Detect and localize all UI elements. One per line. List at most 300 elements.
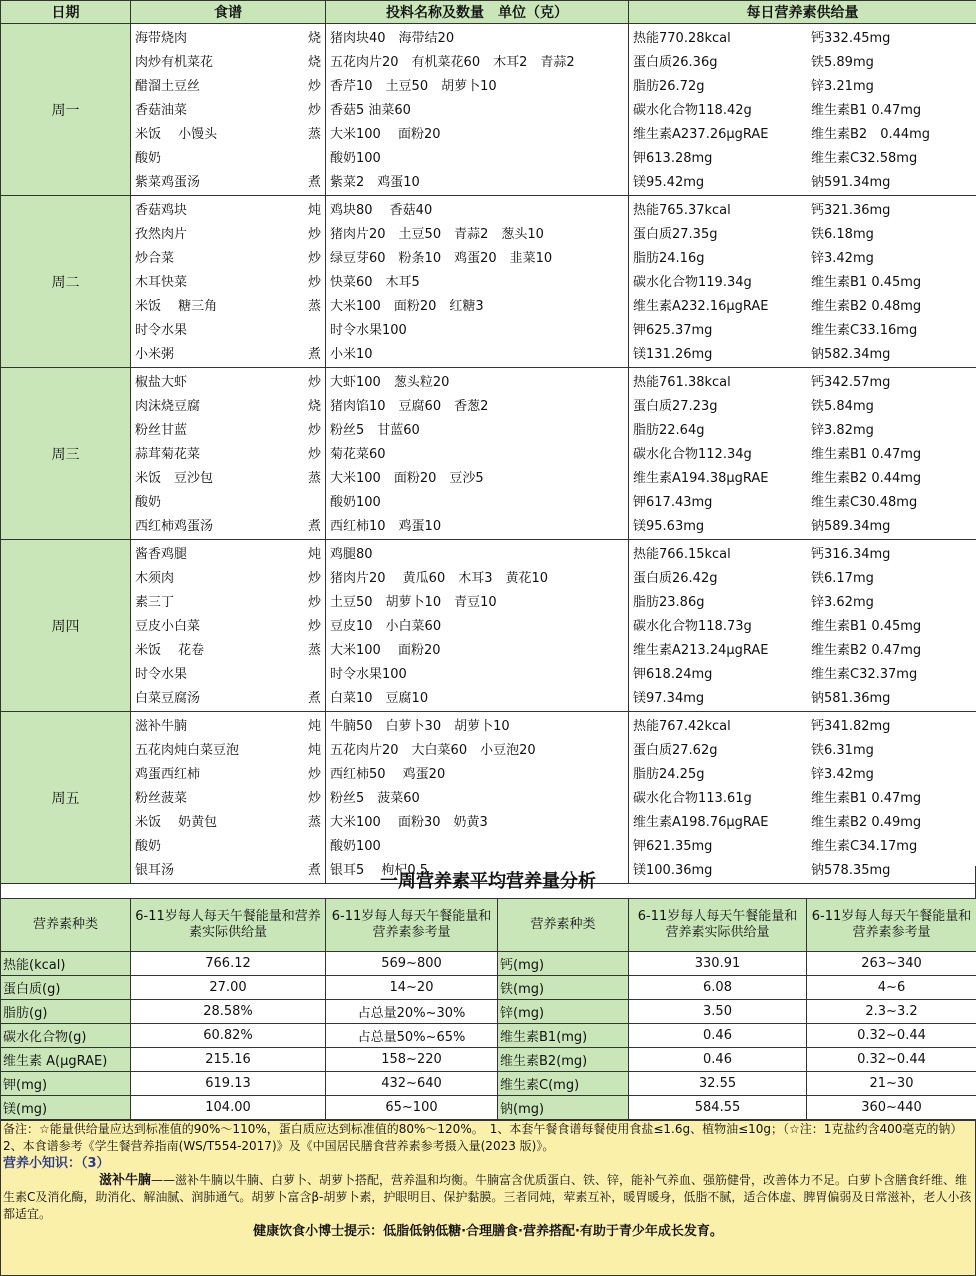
nutrient-value: 维生素B2 0.48mg xyxy=(811,299,922,314)
header-nutrition: 每日营养素供给量 xyxy=(629,1,976,24)
nutrient-row xyxy=(633,687,972,711)
nutrient-value: 维生素C32.58mg xyxy=(811,151,918,166)
nutrient-value: 蛋白质27.23g xyxy=(633,399,718,414)
day-label: 周三 xyxy=(1,368,131,540)
nutrient-value: 脂肪23.86g xyxy=(633,595,705,610)
nutrient-type: 维生素B2(mg) xyxy=(498,1048,629,1072)
dish-item xyxy=(135,739,321,763)
ingredient-item: 白菜10 豆腐10 xyxy=(330,691,429,706)
dish-item xyxy=(135,467,321,491)
nutrient-type: 蛋白质(g) xyxy=(1,976,131,1000)
dish-item xyxy=(135,567,321,591)
nutrient-row xyxy=(633,171,972,195)
nutrient-row xyxy=(633,295,972,319)
nutrient-row xyxy=(633,639,972,663)
actual-supply: 766.12 xyxy=(131,952,326,976)
nutrient-value: 碳水化合物112.34g xyxy=(633,447,752,462)
notes-panel xyxy=(0,1120,976,1276)
nutrient-row xyxy=(633,467,972,491)
dish-item xyxy=(135,99,321,123)
ingredient-item: 粉丝5 菠菜60 xyxy=(330,791,420,806)
day-label: 周五 xyxy=(1,712,131,884)
ingredient-item: 鸡腿80 xyxy=(330,547,373,562)
dish-item xyxy=(135,835,321,859)
nutrient-row xyxy=(633,615,972,639)
ingredient-item: 快菜60 木耳5 xyxy=(330,275,420,290)
nutrient-value: 维生素A213.24μgRAE xyxy=(633,643,769,658)
nutrient-value: 钙341.82mg xyxy=(811,719,891,734)
nutrient-type: 碳水化合物(g) xyxy=(1,1024,131,1048)
ingredient-item: 大米100 面粉20 xyxy=(330,127,441,142)
nutrient-row xyxy=(633,491,972,515)
dish-name: 木耳快菜 xyxy=(135,275,188,290)
dish-name: 时令水果 xyxy=(135,667,188,682)
dish-name: 米饭 糖三角 xyxy=(135,299,218,314)
actual-supply: 27.00 xyxy=(131,976,326,1000)
nutrient-value: 脂肪22.64g xyxy=(633,423,705,438)
dish-item xyxy=(135,515,321,539)
nutrient-value: 碳水化合物118.42g xyxy=(633,103,752,118)
nutrient-value: 钙342.57mg xyxy=(811,375,891,390)
dish-name: 粉丝菠菜 xyxy=(135,791,188,806)
dish-item xyxy=(135,443,321,467)
dish-item xyxy=(135,615,321,639)
nutrient-row xyxy=(633,371,972,395)
ingredient-item: 粉丝5 甘蓝60 xyxy=(330,423,420,438)
dish-name: 米饭 小馒头 xyxy=(135,127,218,142)
ingredient-item: 香芹10 土豆50 胡萝卜10 xyxy=(330,79,497,94)
nutrient-value: 锌3.62mg xyxy=(811,595,874,610)
nutrient-type: 锌(mg) xyxy=(498,1000,629,1024)
cooking-method: 炒 xyxy=(307,251,321,266)
dish-item xyxy=(135,763,321,787)
nutrient-value: 维生素B1 0.47mg xyxy=(811,791,922,806)
analysis-header-cell: 6-11岁每人每天午餐能量和营养素实际供给量 xyxy=(629,899,807,952)
nutrient-value: 热能767.42kcal xyxy=(633,719,731,734)
nutrient-value: 镁95.63mg xyxy=(633,519,705,534)
knowledge-title: 营养小知识：（3） xyxy=(3,1156,110,1171)
analysis-header-cell: 6-11岁每人每天午餐能量和营养素实际供给量 xyxy=(131,899,326,952)
dish-name: 小米粥 xyxy=(135,347,175,362)
nutrient-value: 脂肪24.16g xyxy=(633,251,705,266)
ingredient-item: 鸡块80 香菇40 xyxy=(330,203,433,218)
day-row xyxy=(1,540,976,712)
nutrient-value: 蛋白质26.42g xyxy=(633,571,718,586)
cooking-method: 煮 xyxy=(307,863,321,878)
nutrient-type: 热能(kcal) xyxy=(1,952,131,976)
dish-list xyxy=(131,24,326,196)
nutrient-value: 镁97.34mg xyxy=(633,691,705,706)
dish-item xyxy=(135,27,321,51)
cooking-method: 蒸 xyxy=(307,127,321,142)
cooking-method: 炖 xyxy=(307,547,321,562)
day-label: 周一 xyxy=(1,24,131,196)
ingredient-list xyxy=(326,24,629,196)
reference-amount: 360~440 xyxy=(807,1096,976,1120)
dish-name: 白菜豆腐汤 xyxy=(135,691,201,706)
dish-item xyxy=(135,51,321,75)
nutrient-row xyxy=(633,123,972,147)
cooking-method: 烧 xyxy=(307,55,321,70)
dish-item xyxy=(135,811,321,835)
actual-supply: 215.16 xyxy=(131,1048,326,1072)
analysis-header-cell: 营养素种类 xyxy=(1,899,131,952)
actual-supply: 584.55 xyxy=(629,1096,807,1120)
health-tip: 健康饮食小博士提示：低脂低钠低糖·合理膳食·营养搭配·有助于青少年成长发育。 xyxy=(253,1224,723,1239)
nutrient-value: 维生素A194.38μgRAE xyxy=(633,471,769,486)
dish-item xyxy=(135,543,321,567)
ingredient-item: 猪肉片20 黄瓜60 木耳3 黄花10 xyxy=(330,571,549,586)
actual-supply: 28.58% xyxy=(131,1000,326,1024)
reference-amount: 0.32~0.44 xyxy=(807,1024,976,1048)
nutrient-row xyxy=(633,811,972,835)
ingredient-item: 大米100 面粉20 红糖3 xyxy=(330,299,484,314)
dish-item xyxy=(135,491,321,515)
dish-name: 时令水果 xyxy=(135,323,188,338)
ingredient-list xyxy=(326,540,629,712)
header-ingredients: 投料名称及数量 单位（克） xyxy=(326,1,629,24)
dish-name: 香菇鸡块 xyxy=(135,203,188,218)
dish-list xyxy=(131,540,326,712)
nutrient-value: 维生素B1 0.47mg xyxy=(811,103,922,118)
dish-item xyxy=(135,171,321,195)
nutrient-value: 钾618.24mg xyxy=(633,667,713,682)
knowledge-head: 滋补牛腩 xyxy=(99,1173,152,1188)
nutrient-row xyxy=(633,787,972,811)
nutrient-row xyxy=(633,835,972,859)
dish-name: 五花肉炖白菜豆泡 xyxy=(135,743,240,758)
actual-supply: 32.55 xyxy=(629,1072,807,1096)
dish-name: 椒盐大虾 xyxy=(135,375,188,390)
nutrient-value: 维生素C33.16mg xyxy=(811,323,918,338)
nutrient-list xyxy=(629,196,976,368)
nutrient-row xyxy=(633,247,972,271)
dish-item xyxy=(135,319,321,343)
day-label: 周二 xyxy=(1,196,131,368)
dish-name: 醋溜土豆丝 xyxy=(135,79,201,94)
nutrient-type: 钠(mg) xyxy=(498,1096,629,1120)
nutrient-row xyxy=(633,419,972,443)
analysis-header-cell: 6-11岁每人每天午餐能量和营养素参考量 xyxy=(326,899,498,952)
dish-name: 米饭 奶黄包 xyxy=(135,815,218,830)
dish-name: 紫菜鸡蛋汤 xyxy=(135,175,201,190)
ingredient-item: 五花肉片20 大白菜60 小豆泡20 xyxy=(330,743,536,758)
cooking-method: 炖 xyxy=(307,743,321,758)
cooking-method: 炖 xyxy=(307,203,321,218)
ingredient-list xyxy=(326,196,629,368)
dish-item xyxy=(135,687,321,711)
nutrient-value: 脂肪26.72g xyxy=(633,79,705,94)
nutrient-row xyxy=(633,319,972,343)
dish-item xyxy=(135,371,321,395)
nutrient-value: 碳水化合物118.73g xyxy=(633,619,752,634)
dish-name: 肉炒有机菜花 xyxy=(135,55,214,70)
ingredient-item: 酸奶100 xyxy=(330,839,381,854)
actual-supply: 619.13 xyxy=(131,1072,326,1096)
cooking-method: 炒 xyxy=(307,275,321,290)
dish-item xyxy=(135,663,321,687)
cooking-method: 煮 xyxy=(307,691,321,706)
nutrient-row xyxy=(633,27,972,51)
nutrient-value: 铁6.17mg xyxy=(811,571,874,586)
nutrient-list xyxy=(629,24,976,196)
ingredient-item: 五花肉片20 有机菜花60 木耳2 青蒜2 xyxy=(330,55,575,70)
cooking-method: 炒 xyxy=(307,595,321,610)
cooking-method: 炒 xyxy=(307,767,321,782)
ingredient-item: 猪肉块40 海带结20 xyxy=(330,31,455,46)
nutrient-value: 钙316.34mg xyxy=(811,547,891,562)
reference-amount: 21~30 xyxy=(807,1072,976,1096)
ingredient-item: 酸奶100 xyxy=(330,151,381,166)
cooking-method: 煮 xyxy=(307,175,321,190)
dish-list xyxy=(131,712,326,884)
dish-name: 米饭 花卷 xyxy=(135,643,205,658)
nutrient-row xyxy=(633,739,972,763)
ingredient-item: 香菇5 油菜60 xyxy=(330,103,411,118)
nutrient-value: 钾625.37mg xyxy=(633,323,713,338)
analysis-row xyxy=(1,976,976,1000)
ingredient-item: 大虾100 葱头粒20 xyxy=(330,375,450,390)
nutrient-value: 脂肪24.25g xyxy=(633,767,705,782)
ingredient-item: 西红柿50 鸡蛋20 xyxy=(330,767,446,782)
dish-item xyxy=(135,295,321,319)
ingredient-item: 时令水果100 xyxy=(330,323,407,338)
nutrient-value: 钠589.34mg xyxy=(811,519,891,534)
nutrient-type: 维生素B1(mg) xyxy=(498,1024,629,1048)
dish-item xyxy=(135,591,321,615)
actual-supply: 104.00 xyxy=(131,1096,326,1120)
reference-amount: 占总量50%~65% xyxy=(326,1024,498,1048)
ingredient-list xyxy=(326,368,629,540)
nutrient-list xyxy=(629,540,976,712)
analysis-header-row xyxy=(1,899,976,952)
nutrient-value: 锌3.42mg xyxy=(811,767,874,782)
knowledge-body: ——滋补牛腩以牛腩、白萝卜、胡萝卜搭配，营养温和均衡。牛腩富含优质蛋白、铁、锌，能补气养血、强筋健骨，改善体力不足。白萝卜含膳食纤维、维生素C及消化酶，助消化、解油腻、润肺通气。胡萝卜富含β-胡萝卜素，护眼明目、保护黏膜。三者同炖，荤素互补，暖胃暖身，低脂不腻，适合体虚、脾胃偏弱及日常滋补，老人小孩都适宜。 xyxy=(3,1173,972,1221)
day-row xyxy=(1,368,976,540)
ingredient-item: 紫菜2 鸡蛋10 xyxy=(330,175,420,190)
ingredient-item: 豆皮10 小白菜60 xyxy=(330,619,442,634)
ingredient-item: 大米100 面粉30 奶黄3 xyxy=(330,815,488,830)
nutrient-value: 维生素A237.26μgRAE xyxy=(633,127,769,142)
nutrient-value: 维生素B1 0.47mg xyxy=(811,447,922,462)
nutrient-value: 维生素B2 0.47mg xyxy=(811,643,922,658)
nutrient-value: 蛋白质27.62g xyxy=(633,743,718,758)
nutrient-value: 钠591.34mg xyxy=(811,175,891,190)
nutrient-value: 维生素C34.17mg xyxy=(811,839,918,854)
nutrient-row xyxy=(633,51,972,75)
nutrient-value: 钾617.43mg xyxy=(633,495,713,510)
dish-item xyxy=(135,395,321,419)
dish-name: 炒合菜 xyxy=(135,251,175,266)
analysis-table xyxy=(0,898,976,1120)
dish-name: 粉丝甘蓝 xyxy=(135,423,188,438)
nutrient-value: 镁100.36mg xyxy=(633,863,713,878)
nutrient-value: 钙321.36mg xyxy=(811,203,891,218)
nutrient-list xyxy=(629,368,976,540)
dish-name: 孜然肉片 xyxy=(135,227,188,242)
cooking-method: 蒸 xyxy=(307,471,321,486)
reference-amount: 4~6 xyxy=(807,976,976,1000)
dish-item xyxy=(135,223,321,247)
ingredient-item: 小米10 xyxy=(330,347,373,362)
header-menu: 食谱 xyxy=(131,1,326,24)
cooking-method: 煮 xyxy=(307,347,321,362)
remark-text: 备注：☆能量供给量应达到标准值的90%～110%，蛋白质应达到标准值的80%～120%。 1、本套午餐食谱每餐使用食盐≤1.6g、植物油≤10g；（☆注：1克盐约含400毫克的钠） 2、本食谱参考《学生餐营养指南(WS/T554-2017)》及《中国居民膳食营养素参考摄入量(2023 版)》。 xyxy=(3,1122,969,1153)
dish-item xyxy=(135,75,321,99)
nutrient-value: 热能770.28kcal xyxy=(633,31,731,46)
dish-name: 银耳汤 xyxy=(135,863,175,878)
reference-amount: 0.32~0.44 xyxy=(807,1048,976,1072)
nutrient-row xyxy=(633,343,972,367)
nutrient-value: 铁6.18mg xyxy=(811,227,874,242)
header-date: 日期 xyxy=(1,1,131,24)
ingredient-list xyxy=(326,712,629,884)
analysis-row xyxy=(1,1096,976,1120)
nutrient-row xyxy=(633,543,972,567)
nutrient-value: 锌3.21mg xyxy=(811,79,874,94)
dish-name: 酸奶 xyxy=(135,839,162,854)
nutrient-value: 热能761.38kcal xyxy=(633,375,731,390)
nutrient-value: 钠582.34mg xyxy=(811,347,891,362)
ingredient-item: 绿豆芽60 粉条10 鸡蛋20 韭菜10 xyxy=(330,251,553,266)
nutrient-value: 蛋白质27.35g xyxy=(633,227,718,242)
reference-amount: 432~640 xyxy=(326,1072,498,1096)
day-row xyxy=(1,712,976,884)
analysis-row xyxy=(1,1072,976,1096)
analysis-row xyxy=(1,1048,976,1072)
dish-item xyxy=(135,123,321,147)
actual-supply: 0.46 xyxy=(629,1024,807,1048)
nutrient-value: 维生素B2 0.44mg xyxy=(811,127,931,142)
ingredient-item: 银耳5 枸杞0.5 xyxy=(330,863,429,878)
cooking-method: 炒 xyxy=(307,447,321,462)
cooking-method: 煮 xyxy=(307,519,321,534)
nutrient-row xyxy=(633,99,972,123)
ingredient-item: 土豆50 胡萝卜10 青豆10 xyxy=(330,595,497,610)
dish-list xyxy=(131,196,326,368)
cooking-method: 炒 xyxy=(307,103,321,118)
cooking-method: 炒 xyxy=(307,423,321,438)
dish-name: 香菇油菜 xyxy=(135,103,188,118)
dish-name: 酸奶 xyxy=(135,151,162,166)
actual-supply: 330.91 xyxy=(629,952,807,976)
nutrient-value: 碳水化合物113.61g xyxy=(633,791,752,806)
cooking-method: 炒 xyxy=(307,375,321,390)
analysis-row xyxy=(1,1000,976,1024)
dish-item xyxy=(135,199,321,223)
nutrient-type: 钾(mg) xyxy=(1,1072,131,1096)
actual-supply: 0.46 xyxy=(629,1048,807,1072)
day-row xyxy=(1,196,976,368)
day-row xyxy=(1,24,976,196)
analysis-row xyxy=(1,1024,976,1048)
nutrient-row xyxy=(633,567,972,591)
ingredient-item: 大米100 面粉20 豆沙5 xyxy=(330,471,484,486)
nutrient-row xyxy=(633,75,972,99)
ingredient-item: 猪肉片20 土豆50 青蒜2 葱头10 xyxy=(330,227,544,242)
cooking-method: 蒸 xyxy=(307,643,321,658)
nutrient-value: 维生素A232.16μgRAE xyxy=(633,299,769,314)
ingredient-item: 西红柿10 鸡蛋10 xyxy=(330,519,442,534)
nutrient-row xyxy=(633,223,972,247)
cooking-method: 炒 xyxy=(307,571,321,586)
cooking-method: 蒸 xyxy=(307,299,321,314)
nutrient-value: 维生素C30.48mg xyxy=(811,495,918,510)
nutrient-value: 铁5.84mg xyxy=(811,399,874,414)
actual-supply: 6.08 xyxy=(629,976,807,1000)
nutrient-value: 钙332.45mg xyxy=(811,31,891,46)
dish-name: 酱香鸡腿 xyxy=(135,547,188,562)
nutrient-value: 镁95.42mg xyxy=(633,175,705,190)
dish-item xyxy=(135,639,321,663)
nutrient-value: 维生素B1 0.45mg xyxy=(811,275,922,290)
dish-name: 蒜茸菊花菜 xyxy=(135,447,201,462)
dish-item xyxy=(135,343,321,367)
actual-supply: 60.82% xyxy=(131,1024,326,1048)
nutrient-type: 铁(mg) xyxy=(498,976,629,1000)
dish-name: 鸡蛋西红柿 xyxy=(135,767,201,782)
nutrient-row xyxy=(633,663,972,687)
ingredient-item: 猪肉馅10 豆腐60 香葱2 xyxy=(330,399,489,414)
reference-amount: 14~20 xyxy=(326,976,498,1000)
nutrient-list xyxy=(629,712,976,884)
nutrient-value: 钾613.28mg xyxy=(633,151,713,166)
nutrient-row xyxy=(633,515,972,539)
nutrient-type: 脂肪(g) xyxy=(1,1000,131,1024)
knowledge-paragraph xyxy=(3,1172,973,1223)
cooking-method: 炖 xyxy=(307,719,321,734)
nutrient-value: 钠581.36mg xyxy=(811,691,891,706)
nutrient-row xyxy=(633,147,972,171)
dish-item xyxy=(135,271,321,295)
dish-name: 豆皮小白菜 xyxy=(135,619,201,634)
dish-name: 海带烧肉 xyxy=(135,31,188,46)
nutrient-value: 锌3.42mg xyxy=(811,251,874,266)
nutrient-type: 维生素C(mg) xyxy=(498,1072,629,1096)
dish-item xyxy=(135,147,321,171)
nutrient-value: 钾621.35mg xyxy=(633,839,713,854)
nutrient-row xyxy=(633,271,972,295)
nutrient-row xyxy=(633,199,972,223)
nutrient-row xyxy=(633,715,972,739)
nutrient-type: 维生素 A(μgRAE) xyxy=(1,1048,131,1072)
reference-amount: 65~100 xyxy=(326,1096,498,1120)
nutrient-row xyxy=(633,395,972,419)
dish-name: 西红柿鸡蛋汤 xyxy=(135,519,214,534)
dish-item xyxy=(135,419,321,443)
analysis-header-cell: 营养素种类 xyxy=(498,899,629,952)
analysis-row xyxy=(1,952,976,976)
nutrient-row xyxy=(633,591,972,615)
nutrient-value: 维生素A198.76μgRAE xyxy=(633,815,769,830)
cooking-method: 烧 xyxy=(307,399,321,414)
dish-item xyxy=(135,787,321,811)
nutrient-value: 热能765.37kcal xyxy=(633,203,731,218)
cooking-method: 炒 xyxy=(307,79,321,94)
cooking-method: 蒸 xyxy=(307,815,321,830)
ingredient-item: 大米100 面粉20 xyxy=(330,643,441,658)
analysis-title: 一周营养素平均营养量分析 xyxy=(0,866,976,898)
analysis-header-cell: 6-11岁每人每天午餐能量和营养素参考量 xyxy=(807,899,976,952)
nutrient-value: 维生素B2 0.44mg xyxy=(811,471,922,486)
reference-amount: 263~340 xyxy=(807,952,976,976)
nutrient-type: 镁(mg) xyxy=(1,1096,131,1120)
day-label: 周四 xyxy=(1,540,131,712)
cooking-method: 炒 xyxy=(307,791,321,806)
dish-item xyxy=(135,247,321,271)
nutrient-value: 热能766.15kcal xyxy=(633,547,731,562)
nutrient-value: 蛋白质26.36g xyxy=(633,55,718,70)
